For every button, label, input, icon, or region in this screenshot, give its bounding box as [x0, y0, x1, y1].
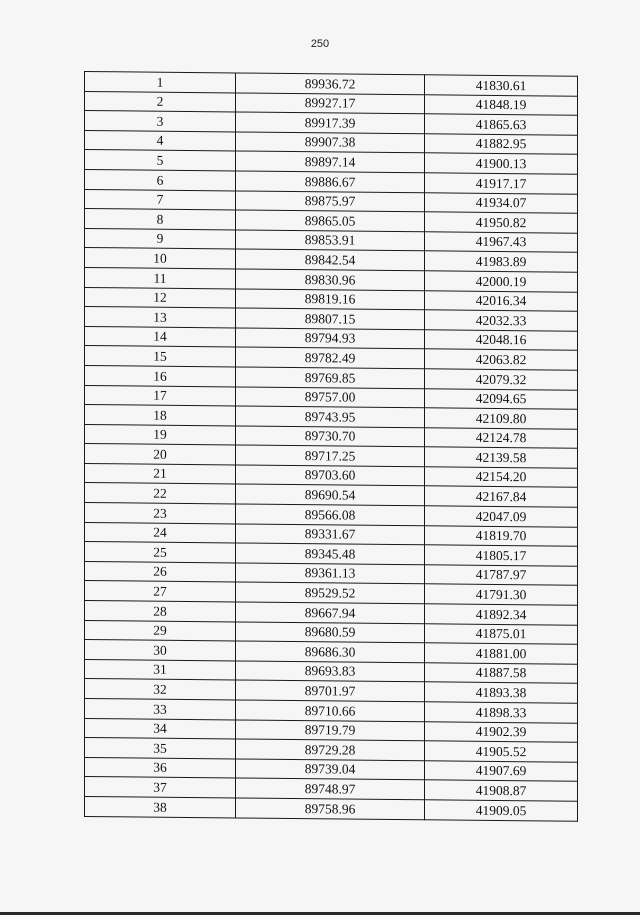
y-coordinate-cell: 42094.65 — [425, 388, 578, 409]
y-coordinate-cell: 41865.63 — [425, 114, 578, 135]
x-coordinate-cell: 89769.85 — [236, 367, 425, 388]
point-number-cell: 15 — [85, 346, 236, 367]
x-coordinate-cell: 89886.67 — [236, 171, 425, 192]
point-number-cell: 24 — [85, 522, 236, 543]
x-coordinate-cell: 89897.14 — [236, 151, 425, 172]
y-coordinate-cell: 41882.95 — [425, 134, 578, 155]
y-coordinate-cell: 42079.32 — [425, 369, 578, 390]
x-coordinate-cell: 89842.54 — [236, 249, 425, 270]
x-coordinate-cell: 89686.30 — [236, 641, 425, 662]
point-number-cell: 17 — [85, 385, 236, 406]
x-coordinate-cell: 89345.48 — [236, 543, 425, 564]
point-number-cell: 16 — [85, 365, 236, 386]
point-number-cell: 23 — [85, 503, 236, 524]
x-coordinate-cell: 89701.97 — [236, 680, 425, 701]
page-number: 250 — [310, 38, 330, 50]
x-coordinate-cell: 89936.72 — [236, 73, 425, 94]
x-coordinate-cell: 89693.83 — [236, 661, 425, 682]
point-number-cell: 38 — [85, 796, 236, 817]
point-number-cell: 4 — [85, 130, 236, 151]
y-coordinate-cell: 42139.58 — [425, 447, 578, 468]
point-number-cell: 30 — [85, 640, 236, 661]
x-coordinate-cell: 89710.66 — [236, 700, 425, 721]
point-number-cell: 33 — [85, 699, 236, 720]
table-row — [85, 796, 578, 820]
x-coordinate-cell: 89739.04 — [236, 759, 425, 780]
point-number-cell: 35 — [85, 738, 236, 759]
y-coordinate-cell: 42109.80 — [425, 408, 578, 429]
y-coordinate-cell: 41848.19 — [425, 94, 578, 115]
y-coordinate-cell: 41892.34 — [425, 604, 578, 625]
x-coordinate-cell: 89757.00 — [236, 386, 425, 407]
point-number-cell: 20 — [85, 444, 236, 465]
point-number-cell: 8 — [85, 209, 236, 230]
y-coordinate-cell: 41905.52 — [425, 741, 578, 762]
point-number-cell: 5 — [85, 150, 236, 171]
coordinates-table-wrapper — [84, 71, 584, 821]
y-coordinate-cell: 41887.58 — [425, 663, 578, 684]
point-number-cell: 31 — [85, 659, 236, 680]
x-coordinate-cell: 89703.60 — [236, 465, 425, 486]
x-coordinate-cell: 89794.93 — [236, 328, 425, 349]
x-coordinate-cell: 89680.59 — [236, 622, 425, 643]
y-coordinate-cell: 41909.05 — [425, 800, 578, 821]
y-coordinate-cell: 42000.19 — [425, 271, 578, 292]
point-number-cell: 9 — [85, 228, 236, 249]
point-number-cell: 13 — [85, 307, 236, 328]
point-number-cell: 1 — [85, 72, 236, 93]
point-number-cell: 18 — [85, 405, 236, 426]
y-coordinate-cell: 41893.38 — [425, 682, 578, 703]
x-coordinate-cell: 89719.79 — [236, 720, 425, 741]
point-number-cell: 26 — [85, 561, 236, 582]
x-coordinate-cell: 89690.54 — [236, 484, 425, 505]
y-coordinate-cell: 41900.13 — [425, 153, 578, 174]
y-coordinate-cell: 42154.20 — [425, 467, 578, 488]
point-number-cell: 3 — [85, 111, 236, 132]
x-coordinate-cell: 89529.52 — [236, 582, 425, 603]
x-coordinate-cell: 89758.96 — [236, 798, 425, 819]
x-coordinate-cell: 89743.95 — [236, 406, 425, 427]
y-coordinate-cell: 41902.39 — [425, 721, 578, 742]
point-number-cell: 34 — [85, 718, 236, 739]
point-number-cell: 25 — [85, 542, 236, 563]
x-coordinate-cell: 89927.17 — [236, 93, 425, 114]
x-coordinate-cell: 89782.49 — [236, 347, 425, 368]
point-number-cell: 32 — [85, 679, 236, 700]
x-coordinate-cell: 89853.91 — [236, 230, 425, 251]
y-coordinate-cell: 41908.87 — [425, 780, 578, 801]
coordinates-table — [84, 71, 578, 821]
point-number-cell: 28 — [85, 601, 236, 622]
point-number-cell: 14 — [85, 326, 236, 347]
y-coordinate-cell: 41907.69 — [425, 761, 578, 782]
y-coordinate-cell: 41967.43 — [425, 232, 578, 253]
x-coordinate-cell: 89361.13 — [236, 563, 425, 584]
point-number-cell: 6 — [85, 169, 236, 190]
x-coordinate-cell: 89667.94 — [236, 602, 425, 623]
x-coordinate-cell: 89730.70 — [236, 426, 425, 447]
point-number-cell: 27 — [85, 581, 236, 602]
x-coordinate-cell: 89729.28 — [236, 739, 425, 760]
x-coordinate-cell: 89819.16 — [236, 288, 425, 309]
y-coordinate-cell: 42063.82 — [425, 349, 578, 370]
point-number-cell: 7 — [85, 189, 236, 210]
x-coordinate-cell: 89566.08 — [236, 504, 425, 525]
point-number-cell: 21 — [85, 463, 236, 484]
point-number-cell: 10 — [85, 248, 236, 269]
y-coordinate-cell: 41934.07 — [425, 192, 578, 213]
y-coordinate-cell: 41791.30 — [425, 584, 578, 605]
y-coordinate-cell: 41805.17 — [425, 545, 578, 566]
x-coordinate-cell: 89875.97 — [236, 191, 425, 212]
y-coordinate-cell: 42016.34 — [425, 290, 578, 311]
x-coordinate-cell: 89807.15 — [236, 308, 425, 329]
y-coordinate-cell: 41787.97 — [425, 565, 578, 586]
y-coordinate-cell: 42032.33 — [425, 310, 578, 331]
table-body — [85, 72, 578, 821]
point-number-cell: 2 — [85, 91, 236, 112]
point-number-cell: 11 — [85, 267, 236, 288]
x-coordinate-cell: 89907.38 — [236, 132, 425, 153]
point-number-cell: 19 — [85, 424, 236, 445]
point-number-cell: 37 — [85, 777, 236, 798]
y-coordinate-cell: 41830.61 — [425, 75, 578, 96]
y-coordinate-cell: 41881.00 — [425, 643, 578, 664]
x-coordinate-cell: 89331.67 — [236, 524, 425, 545]
point-number-cell: 22 — [85, 483, 236, 504]
x-coordinate-cell: 89748.97 — [236, 778, 425, 799]
y-coordinate-cell: 41917.17 — [425, 173, 578, 194]
x-coordinate-cell: 89717.25 — [236, 445, 425, 466]
point-number-cell: 12 — [85, 287, 236, 308]
point-number-cell: 36 — [85, 757, 236, 778]
point-number-cell: 29 — [85, 620, 236, 641]
y-coordinate-cell: 41898.33 — [425, 702, 578, 723]
y-coordinate-cell: 41950.82 — [425, 212, 578, 233]
y-coordinate-cell: 41983.89 — [425, 251, 578, 272]
y-coordinate-cell: 41819.70 — [425, 525, 578, 546]
y-coordinate-cell: 42167.84 — [425, 486, 578, 507]
x-coordinate-cell: 89865.05 — [236, 210, 425, 231]
y-coordinate-cell: 41875.01 — [425, 623, 578, 644]
y-coordinate-cell: 42047.09 — [425, 506, 578, 527]
y-coordinate-cell: 42048.16 — [425, 329, 578, 350]
x-coordinate-cell: 89830.96 — [236, 269, 425, 290]
x-coordinate-cell: 89917.39 — [236, 112, 425, 133]
y-coordinate-cell: 42124.78 — [425, 427, 578, 448]
